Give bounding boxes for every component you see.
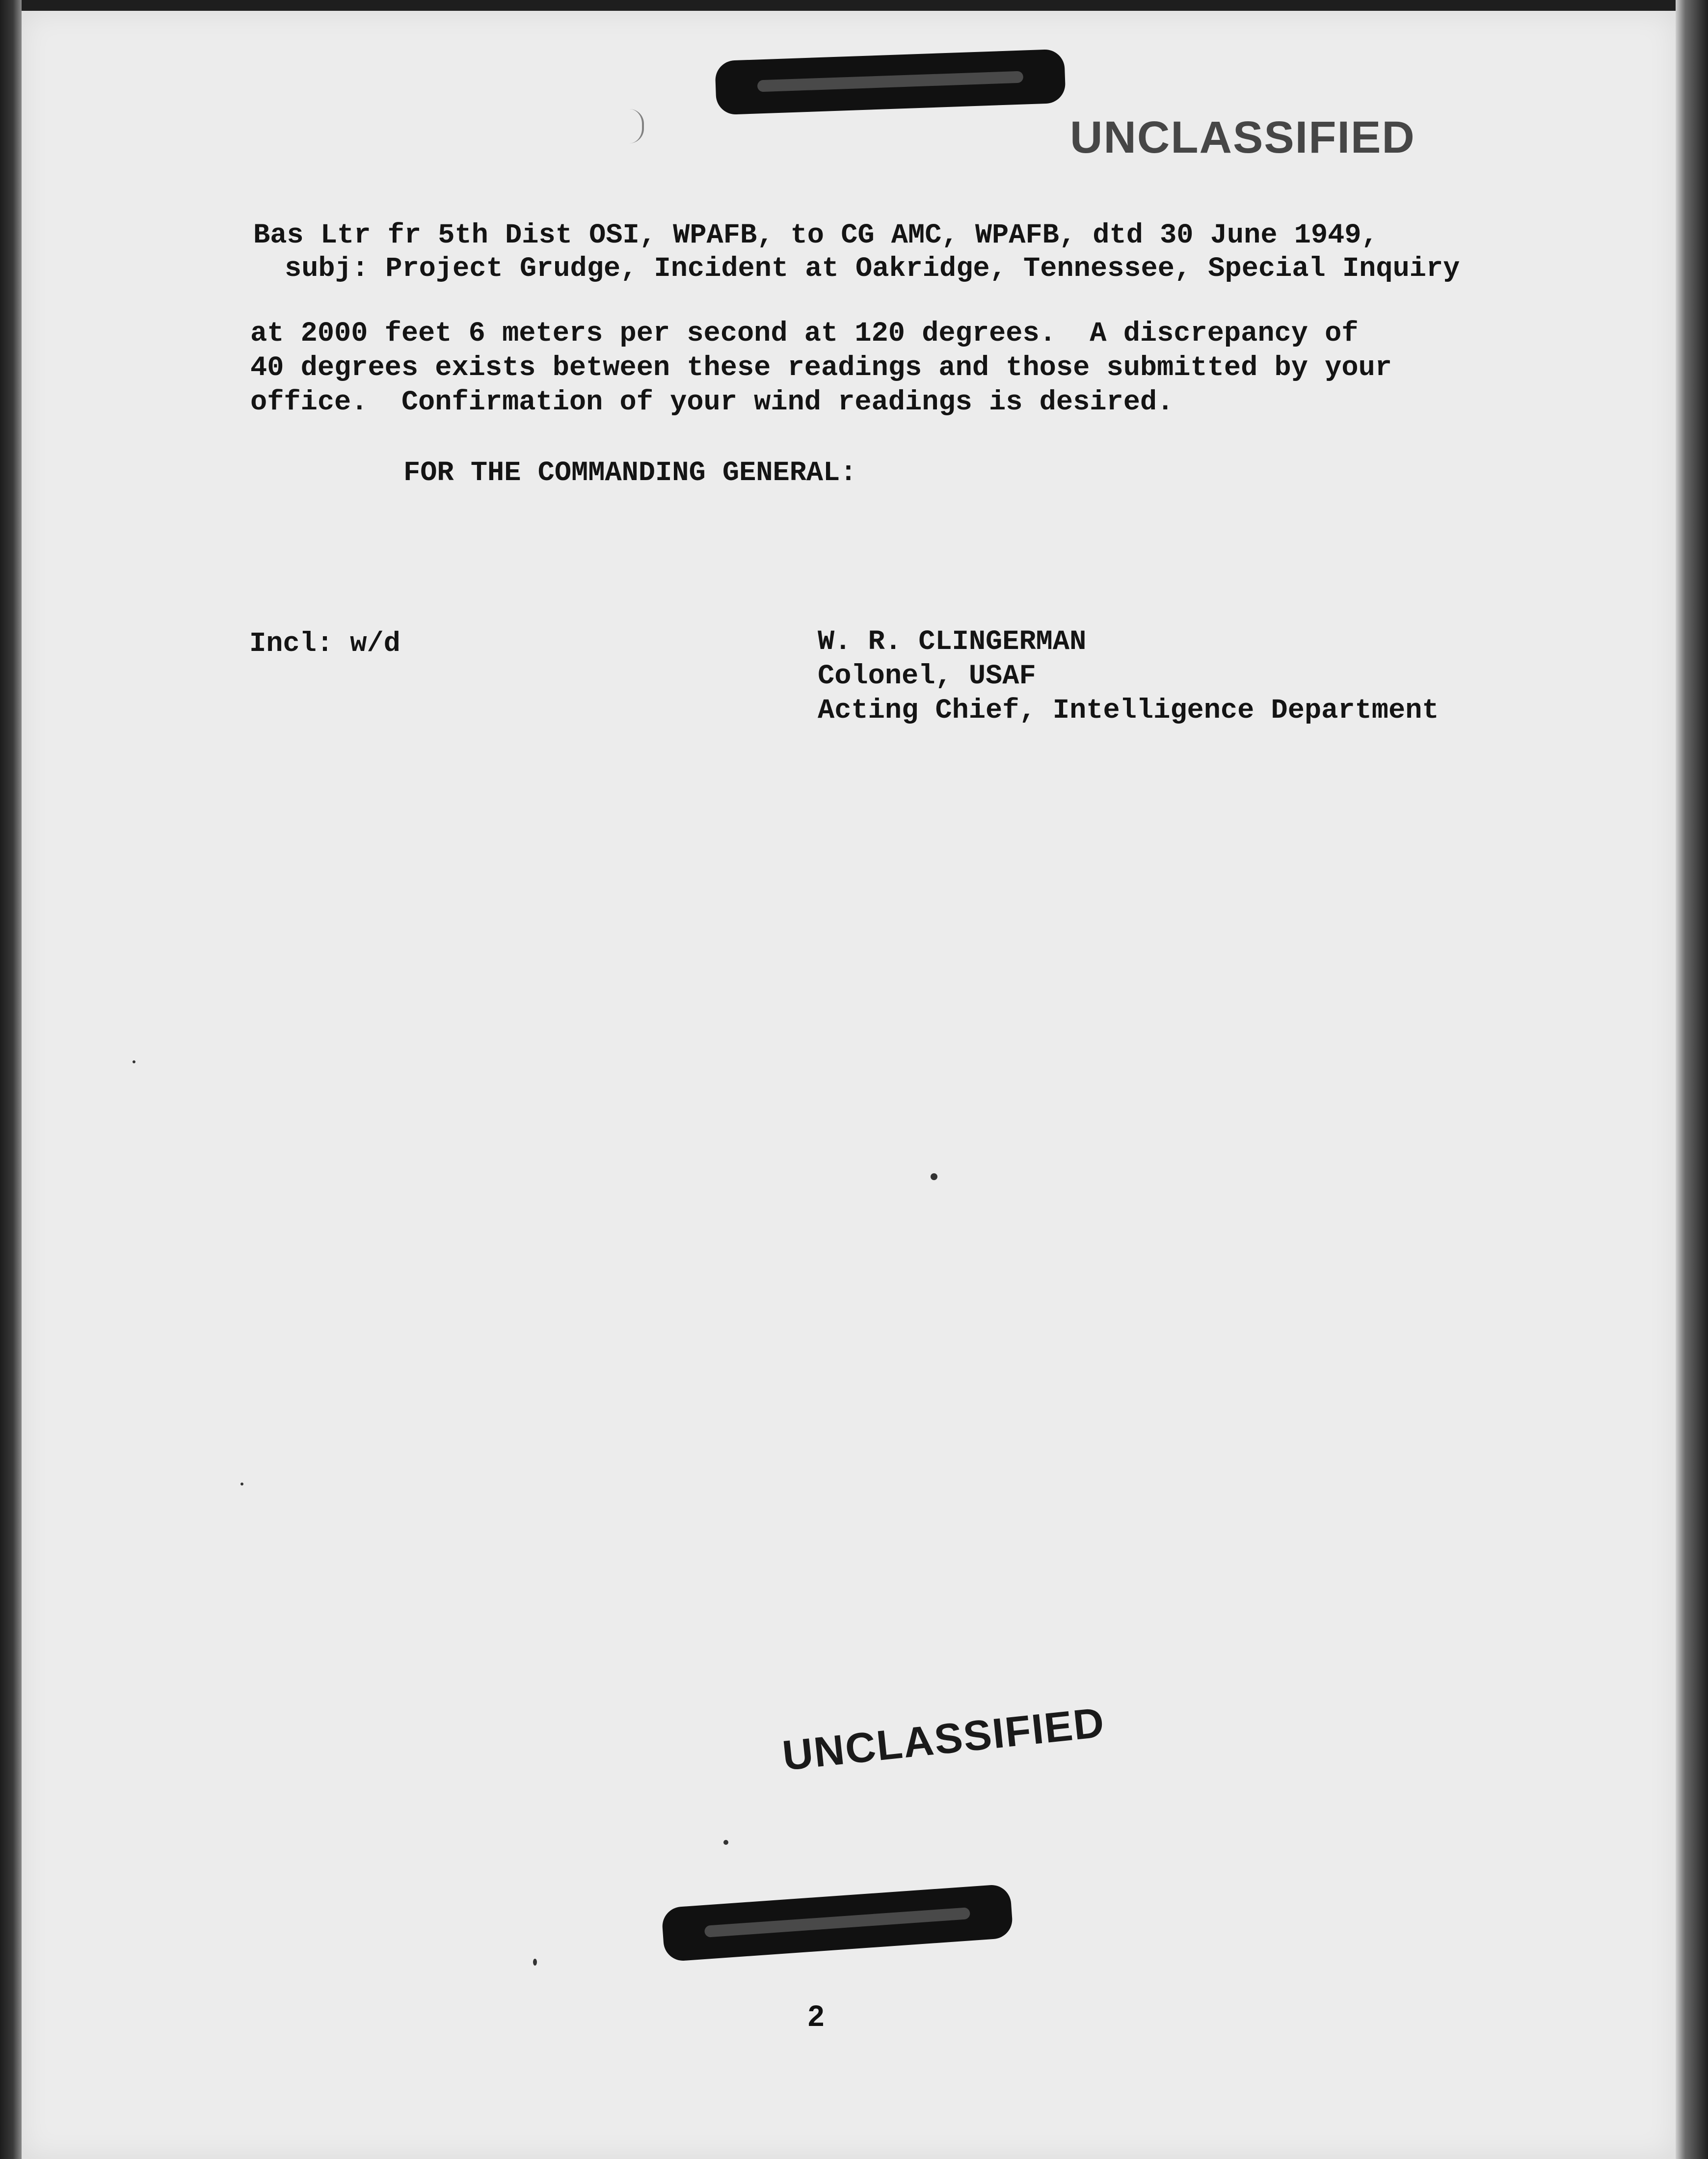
signature-name: W. R. CLINGERMAN	[818, 626, 1087, 658]
body-line-2: 40 degrees exists between these readings and those submitted by your	[250, 352, 1392, 384]
scan-speck	[723, 1840, 728, 1845]
body-line-1: at 2000 feet 6 meters per second at 120 degrees. A discrepancy of	[250, 318, 1359, 350]
scan-edge-top	[0, 0, 1708, 11]
signature-rank: Colonel, USAF	[818, 661, 1036, 692]
reference-line-1: Bas Ltr fr 5th Dist OSI, WPAFB, to CG AMC, WPAFB, dtd 30 June 1949,	[253, 220, 1378, 251]
scan-speck	[133, 1060, 135, 1063]
scan-speck	[240, 1483, 243, 1485]
body-line-3: office. Confirmation of your wind readings is desired.	[250, 387, 1174, 418]
enclosure-note: Incl: w/d	[249, 628, 400, 660]
scan-speck	[931, 1173, 937, 1180]
scan-edge-right	[1676, 0, 1708, 2159]
scan-speck	[533, 1959, 537, 1966]
reference-subject-line: subj: Project Grudge, Incident at Oakridge, Tennessee, Special Inquiry	[285, 253, 1460, 285]
scan-edge-left	[0, 0, 22, 2159]
signature-title: Acting Chief, Intelligence Department	[818, 695, 1439, 727]
classification-stamp-bottom: UNCLASSIFIED	[780, 1699, 1107, 1780]
classification-stamp-top: UNCLASSIFIED	[1070, 112, 1415, 162]
closing-line: FOR THE COMMANDING GENERAL:	[403, 458, 857, 489]
page-number: 2	[808, 1999, 825, 2032]
